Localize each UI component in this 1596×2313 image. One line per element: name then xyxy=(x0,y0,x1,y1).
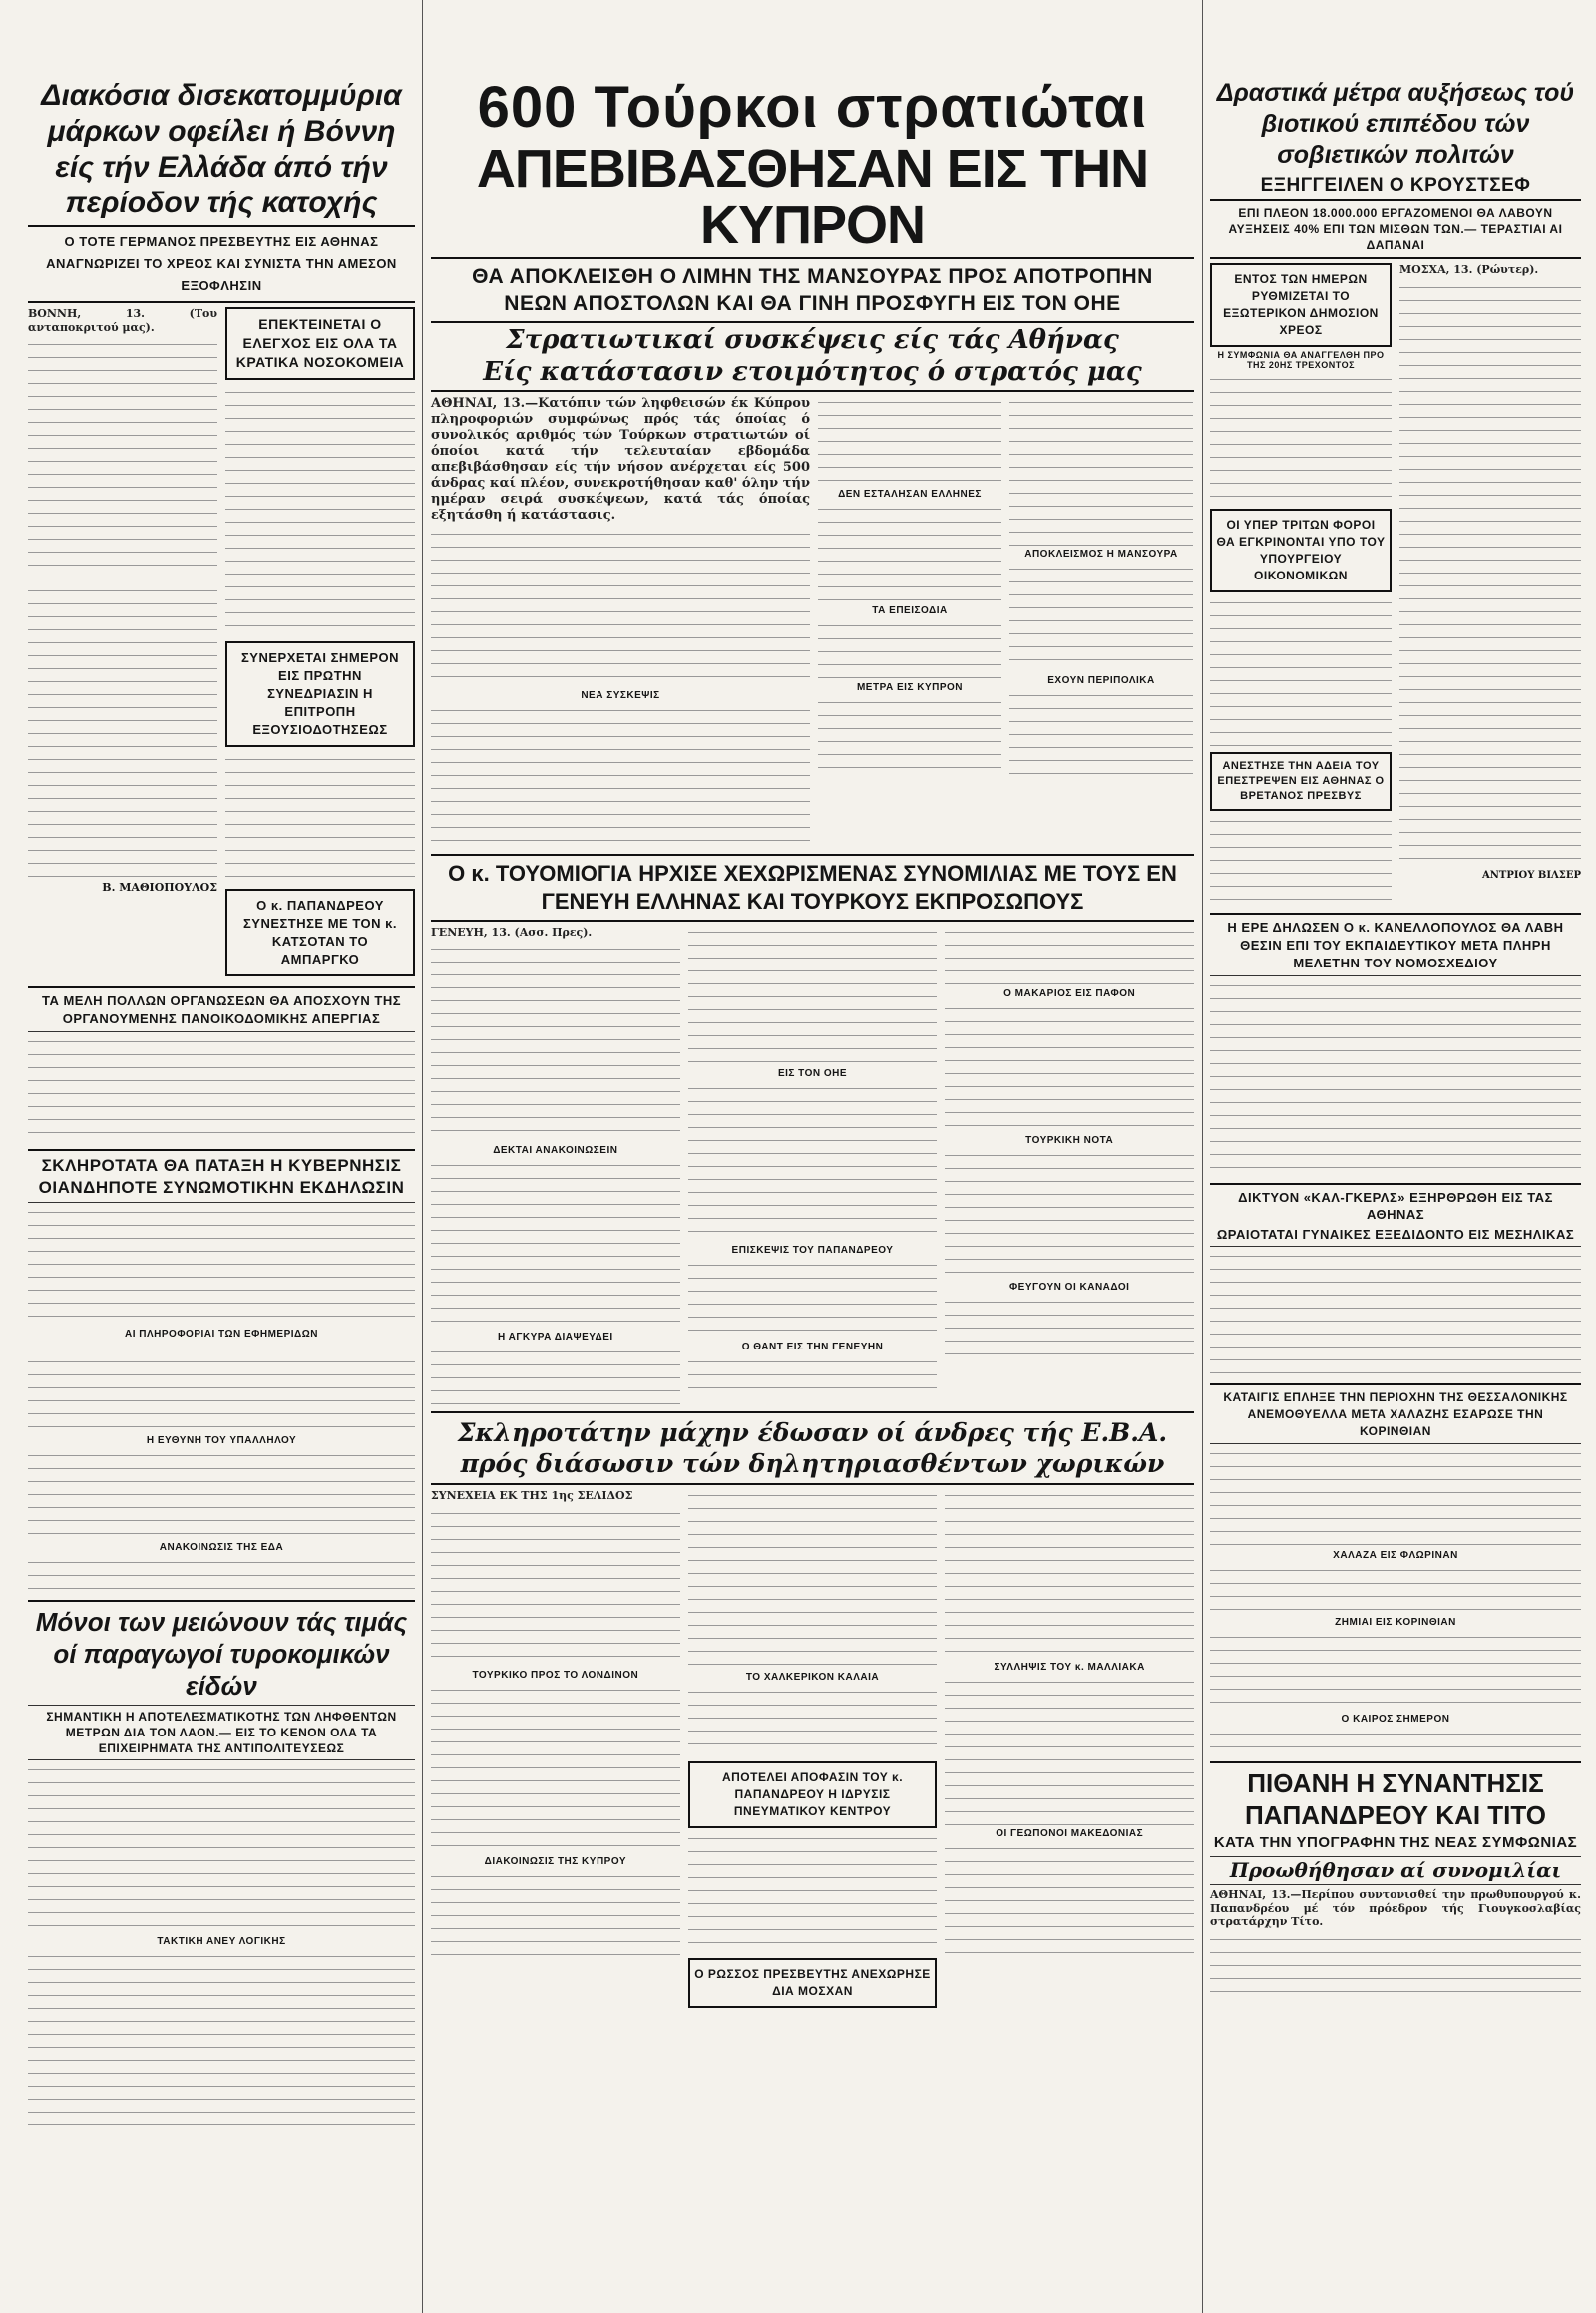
byline: Β. ΜΑΘΙΟΠΟΥΛΟΣ xyxy=(102,881,217,894)
headline-eva: Σκληροτάτην μάχην έδωσαν οί άνδρες τής Ε.Β.Α. πρός διάσωσιν τών δηλητηριασθέντων χωρικών xyxy=(457,1418,1168,1479)
article-text-block xyxy=(225,753,415,883)
headline-soviet: Δραστικά μέτρα αυξήσεως τού βιοτικού επιπέδου τών σοβιετικών πολιτών xyxy=(1216,79,1575,169)
minor-head: ΑΝΑΚΟΙΝΩΣΙΣ ΤΗΣ ΕΔΑ xyxy=(159,1542,284,1553)
article-text-block xyxy=(1210,979,1581,1179)
article-text-block xyxy=(28,1035,415,1145)
left-column xyxy=(28,0,415,2129)
article-text-block xyxy=(28,1950,415,2129)
minor-head: Ο ΚΑΙΡΟΣ ΣΗΜΕΡΟΝ xyxy=(1341,1714,1450,1725)
subhead-call-girls: ΩΡΑΙΟΤΑΤΑΙ ΓΥΝΑΙΚΕΣ ΕΞΕΔΙΔΟΝΤΟ ΕΙΣ ΜΕΣΗΛΙΚΑΣ xyxy=(1216,1227,1575,1242)
subhead-tito: ΚΑΤΑ ΤΗΝ ΥΠΟΓΡΑΦΗΝ ΤΗΣ ΝΕΑΣ ΣΥΜΦΩΝΙΑΣ xyxy=(1213,1834,1578,1851)
article-text-block xyxy=(1210,1728,1581,1757)
box-public-debt: ΕΝΤΟΣ ΤΩΝ ΗΜΕΡΩΝ ΡΥΘΜΙΖΕΤΑΙ ΤΟ ΕΞΩΤΕΡΙΚΟΝ ΔΗΜΟΣΙΟΝ ΧΡΕΟΣ xyxy=(1210,263,1392,347)
article-text-block xyxy=(688,1355,938,1395)
article-text-block xyxy=(1210,1933,1581,1993)
minor-head: Η ΑΓΚΥΡΑ ΔΙΑΨΕΥΔΕΙ xyxy=(498,1332,613,1344)
box-papandreou: Ο κ. ΠΑΠΑΝΔΡΕΟΥ ΣΥΝΕΣΤΗΣΕ ΜΕ ΤΟΝ κ. ΚΑΤΣΟΤΑΝ ΤΟ ΑΜΠΑΡΓΚΟ xyxy=(225,889,415,976)
byline: ΑΝΤΡΙΟΥ ΒΙΛΣΕΡ xyxy=(1482,869,1581,881)
minor-head: ΕΠΙΣΚΕΨΙΣ ΤΟΥ ΠΑΠΑΝΔΡΕΟΥ xyxy=(731,1244,894,1256)
deck-mansoura: ΘΑ ΑΠΟΚΛΕΙΣΘΗ Ο ΛΙΜΗΝ ΤΗΣ ΜΑΝΣΟΥΡΑΣ ΠΡΟΣ ΑΠΟΤΡΟΠΗΝ ΝΕΩΝ ΑΠΟΣΤΟΛΩΝ ΚΑΙ ΘΑ ΓΙΝΗ ΠΡΟΣΦΥΓΗ ΕΙΣ ΤΟΝ ΟΗΕ xyxy=(472,265,1153,316)
dateline-moscow: ΜΟΣΧΑ, 13. (Ρώυτερ). xyxy=(1399,263,1539,276)
article-text-block xyxy=(431,704,810,844)
article-text-block xyxy=(945,1489,1194,1659)
article-text-block xyxy=(431,943,680,1142)
article-text-block xyxy=(1399,281,1581,870)
minor-head: ΑΠΟΚΛΕΙΣΜΟΣ Η ΜΑΝΣΟΥΡΑ xyxy=(1024,548,1178,560)
right-column xyxy=(1210,0,1581,1993)
minor-head: Ο ΘΑΝΤ ΕΙΣ ΤΗΝ ΓΕΝΕΥΗΝ xyxy=(741,1341,884,1352)
minor-head: Η ΕΥΘΥΝΗ ΤΟΥ ΥΠΑΛΛΗΛΟΥ xyxy=(146,1435,297,1446)
article-text-block xyxy=(28,1763,415,1933)
headline-cheese: Μόνοι των μειώνουν τάς τιμάς οί παραγωγοί τυροκομικών είδών xyxy=(35,1607,408,1701)
article-text-block xyxy=(945,1296,1194,1365)
article-text-block xyxy=(28,1449,415,1539)
article-text-block xyxy=(945,1149,1194,1279)
minor-head: ΔΙΑΚΟΙΝΩΣΙΣ ΤΗΣ ΚΥΠΡΟΥ xyxy=(484,1855,627,1867)
box-hospitals: ΕΠΕΚΤΕΙΝΕΤΑΙ Ο ΕΛΕΓΧΟΣ ΕΙΣ ΟΛΑ ΤΑ ΚΡΑΤΙΚΑ ΝΟΣΟΚΟΜΕΙΑ xyxy=(225,307,415,380)
article-text-block xyxy=(688,1082,938,1242)
subhead-khrushchev: ΕΞΗΓΓΕΙΛΕΝ Ο ΚΡΟΥΣΤΣΕΦ xyxy=(1210,175,1581,201)
article-text-block xyxy=(28,1206,415,1326)
minor-head: ΤΟΥΡΚΙΚΗ ΝΟΤΑ xyxy=(1025,1134,1114,1146)
headline-main-1: 600 Τούρκοι στρατιώται xyxy=(477,75,1148,140)
box-cultural-center: ΑΠΟΤΕΛΕΙ ΑΠΟΦΑΣΙΝ ΤΟΥ κ. ΠΑΠΑΝΔΡΕΟΥ Η ΙΔΡΥΣΙΣ ΠΝΕΥΜΑΤΙΚΟΥ ΚΕΝΤΡΟΥ xyxy=(688,1761,938,1828)
dateline-tito: ΑΘΗΝΑΙ, 13.—Περίπου συντονισθεί την πρωθυπουργού κ. Παπανδρέου μέ τόν πρόεδρον τής Γιουγκοσλαβίας στρατάρχην Τίτο. xyxy=(1210,1888,1581,1928)
minor-head: ΧΑΛΑΖΑ ΕΙΣ ΦΛΩΡΙΝΑΝ xyxy=(1333,1550,1458,1561)
minor-head: ΤΑΚΤΙΚΗ ΑΝΕΥ ΛΟΓΙΚΗΣ xyxy=(157,1936,286,1947)
article-text-block xyxy=(818,503,1001,602)
article-text-block xyxy=(1210,596,1392,746)
article-text-block xyxy=(945,1842,1194,1962)
article-text-block xyxy=(1210,1564,1581,1614)
article-text-block xyxy=(818,619,1001,679)
article-text-block xyxy=(945,926,1194,985)
italic-head-1: Στρατιωτικαί συσκέψεις είς τάς Αθήνας xyxy=(506,325,1119,356)
italic-head-2: Είς κατάστασιν ετοιμότητος ό στρατός μας xyxy=(483,356,1142,387)
article-text-block xyxy=(688,1686,938,1755)
article-text-block xyxy=(688,1489,938,1669)
box-russian-ambassador: Ο ΡΩΣΣΟΣ ΠΡΕΣΒΕΥΤΗΣ ΑΝΕΧΩΡΗΣΕ ΔΙΑ ΜΟΣΧΑΝ xyxy=(688,1958,938,2008)
minor-head: ΕΙΣ ΤΟΝ ΟΗΕ xyxy=(777,1067,848,1079)
minor-head: ΤΑ ΕΠΕΙΣΟΔΙΑ xyxy=(872,604,948,616)
column-rule xyxy=(422,0,423,2313)
headline-call-girls: ΔΙΚΤΥΟΝ «ΚΑΛ-ΓΚΕΡΛΣ» ΕΞΗΡΘΡΩΘΗ ΕΙΣ ΤΑΣ ΑΘΗΝΑΣ xyxy=(1238,1190,1553,1222)
article-text-block xyxy=(225,386,415,635)
article-text-block xyxy=(688,926,938,1065)
headline-thant: Ο κ. ΤΟΥΟΜΙΟΓΙΑ ΗΡΧΙΣΕ ΧΕΧΩΡΙΣΜΕΝΑΣ ΣΥΝΟΜΙΛΙΑΣ ΜΕ ΤΟΥΣ ΕΝ ΓΕΝΕΥΗ ΕΛΛΗΝΑΣ ΚΑΙ ΤΟΥΡΚΟΥΣ ΕΚΠΡΟΣΩΠΟΥΣ xyxy=(448,860,1177,914)
article-text-block xyxy=(28,1343,415,1432)
dateline-geneva: ΓΕΝΕΥΗ, 13. (Ασσ. Πρες). xyxy=(431,925,593,939)
subhead-reparations: Ο ΤΟΤΕ ΓΕΡΜΑΝΟΣ ΠΡΕΣΒΕΥΤΗΣ ΕΙΣ ΑΘΗΝΑΣ ΑΝΑΓΝΩΡΙΖΕΙ ΤΟ ΧΡΕΟΣ ΚΑΙ ΣΥΝΙΣΤΑ ΤΗΝ ΑΜΕΣΟΝ ΕΞΟΦΛΗΣΙΝ xyxy=(46,234,397,293)
article-text-block xyxy=(818,696,1001,776)
article-text-block xyxy=(431,1870,680,1960)
article-text-block xyxy=(1210,1631,1581,1711)
box-taxes: ΟΙ ΥΠΕΡ ΤΡΙΤΩΝ ΦΟΡΟΙ ΘΑ ΕΓΚΡΙΝΟΝΤΑΙ ΥΠΟ ΤΟΥ ΥΠΟΥΡΓΕΙΟΥ ΟΙΚΟΝΟΜΙΚΩΝ xyxy=(1210,509,1392,592)
headline-reparations: Διακόσια δισεκατομμύρια μάρκων οφείλει ή Βόννη είς τήν Ελλάδα άπό τήν περίοδον τής κατοχής xyxy=(41,79,402,219)
article-text-block xyxy=(945,1676,1194,1825)
minor-head: Ο ΜΑΚΑΡΙΟΣ ΕΙΣ ΠΑΦΟΝ xyxy=(1003,987,1136,999)
article-text-block xyxy=(688,1259,938,1339)
minor-head: ΔΕΚΤΑΙ ΑΝΑΚΟΙΝΩΣΕΙΝ xyxy=(493,1145,618,1157)
headline-strike: ΤΑ ΜΕΛΗ ΠΟΛΛΩΝ ΟΡΓΑΝΩΣΕΩΝ ΘΑ ΑΠΟΣΧΟΥΝ ΤΗΣ ΟΡΓΑΝΟΥΜΕΝΗΣ ΠΑΝΟΙΚΟΔΟΜΙΚΗΣ ΑΠΕΡΓΙΑΣ xyxy=(41,993,402,1026)
article-text-block xyxy=(28,338,217,877)
minor-head: ΖΗΜΙΑΙ ΕΙΣ ΚΟΡΙΝΘΙΑΝ xyxy=(1335,1617,1456,1628)
box-committee: ΣΥΝΕΡΧΕΤΑΙ ΣΗΜΕΡΟΝ ΕΙΣ ΠΡΩΤΗΝ ΣΥΝΕΔΡΙΑΣΙΝ Η ΕΠΙΤΡΟΠΗ ΕΞΟΥΣΙΟΔΟΤΗΣΕΩΣ xyxy=(225,641,415,747)
headline-kanellopoulos: Η ΕΡΕ ΔΗΛΩΣΕΝ Ο κ. ΚΑΝΕΛΛΟΠΟΥΛΟΣ ΘΑ ΛΑΒΗ ΘΕΣΙΝ ΕΠΙ ΤΟΥ ΕΚΠΑΙΔΕΥΤΙΚΟΥ ΜΕΤΑ ΠΛΗΡΗ ΜΕΛΕΤΗΝ ΤΟΥ ΝΟΜΟΣΧΕΔΙΟΥ xyxy=(1227,920,1564,970)
minor-head: ΦΕΥΓΟΥΝ ΟΙ ΚΑΝΑΔΟΙ xyxy=(1008,1281,1130,1293)
center-column xyxy=(431,0,1194,2008)
headline-storm: ΚΑΤΑΙΓΙΣ ΕΠΛΗΞΕ ΤΗΝ ΠΕΡΙΟΧΗΝ ΤΗΣ ΘΕΣΣΑΛΟΝΙΚΗΣ ΑΝΕΜΟΘΥΕΛΛΑ ΜΕΤΑ ΧΑΛΑΖΗΣ ΕΣΑΡΩΣΕ ΤΗΝ ΚΟΡΙΝΘΙΑΝ xyxy=(1223,1390,1568,1438)
headline-main-2: ΑΠΕΒΙΒΑΣΘΗΣΑΝ ΕΙΣ ΤΗΝ ΚΥΠΡΟΝ xyxy=(476,138,1149,255)
column-rule xyxy=(1202,0,1203,2313)
article-text-block xyxy=(688,1832,938,1952)
article-text-block xyxy=(945,1002,1194,1132)
subhead-cheese: ΣΗΜΑΝΤΙΚΗ Η ΑΠΟΤΕΛΕΣΜΑΤΙΚΟΤΗΣ ΤΩΝ ΛΗΦΘΕΝΤΩΝ ΜΕΤΡΩΝ ΔΙΑ ΤΟΝ ΛΑΟΝ.— ΕΙΣ ΤΟ ΚΕΝΟΝ ΟΛΑ ΤΑ ΕΠΙΧΕΙΡΗΜΑΤΑ ΤΗΣ ΑΝΤΙΠΟΛΙΤΕΥΣΕΩΣ xyxy=(46,1710,397,1755)
article-text-block xyxy=(431,1159,680,1329)
italic-head-tito: Προωθήθησαν αί συνομιλίαι xyxy=(1229,1858,1562,1882)
minor-head: ΔΕΝ ΕΣΤΑΛΗΣΑΝ ΕΛΛΗΝΕΣ xyxy=(838,488,982,500)
article-text-block xyxy=(1210,1447,1581,1547)
article-text-block xyxy=(818,396,1001,486)
minor-head: ΜΕΤΡΑ ΕΙΣ ΚΥΠΡΟΝ xyxy=(856,681,964,693)
deck-soviet: ΕΠΙ ΠΛΕΟΝ 18.000.000 ΕΡΓΑΖΟΜΕΝΟΙ ΘΑ ΛΑΒΟΥΝ ΑΥΞΗΣΕΙΣ 40% ΕΠΙ ΤΩΝ ΜΙΣΘΩΝ ΤΩΝ.— ΤΕΡΑΣΤΙΑΙ ΑΙ ΔΑΠΑΝΑΙ xyxy=(1228,206,1563,252)
article-text-block xyxy=(431,1507,680,1667)
article-text-block xyxy=(1009,396,1193,546)
minor-head: ΟΙ ΓΕΩΠΟΝΟΙ ΜΑΚΕΔΟΝΙΑΣ xyxy=(996,1828,1144,1840)
article-text-block xyxy=(431,1346,680,1405)
minor-head: ΝΕΑ ΣΥΣΚΕΨΙΣ xyxy=(581,689,660,701)
dateline-eva: ΣΥΝΕΧΕΙΑ ΕΚ ΤΗΣ 1ης ΣΕΛΙΔΟΣ xyxy=(431,1489,633,1503)
box-public-debt-sub: Η ΣΥΜΦΩΝΙΑ ΘΑ ΑΝΑΓΓΕΛΘΗ ΠΡΟ ΤΗΣ 20ΗΣ ΤΡΕΧΟΝΤΟΣ xyxy=(1217,350,1385,370)
minor-head: ΕΧΟΥΝ ΠΕΡΙΠΟΛΙΚΑ xyxy=(1047,674,1155,686)
article-text-block xyxy=(1210,815,1392,905)
headline-conspiracy: ΣΚΛΗΡΟΤΑΤΑ ΘΑ ΠΑΤΑΞΗ Η ΚΥΒΕΡΝΗΣΙΣ ΟΙΑΝΔΗΠΟΤΕ ΣΥΝΩΜΟΤΙΚΗΝ ΕΚΔΗΛΩΣΙΝ xyxy=(38,1156,405,1197)
article-text-block xyxy=(1210,1250,1581,1379)
article-text-block xyxy=(1009,563,1193,672)
headline-tito: ΠΙΘΑΝΗ Η ΣΥΝΑΝΤΗΣΙΣ ΠΑΠΑΝΔΡΕΟΥ ΚΑΙ ΤΙΤΟ xyxy=(1244,1768,1547,1830)
article-text-block xyxy=(1210,373,1392,503)
article-text-block xyxy=(431,528,810,687)
article-text-block xyxy=(1009,689,1193,779)
box-british-ambassador: ΑΝΕΣΤΗΣΕ ΤΗΝ ΑΔΕΙΑ ΤΟΥ ΕΠΕΣΤΡΕΨΕΝ ΕΙΣ ΑΘΗΝΑΣ Ο ΒΡΕΤΑΝΟΣ ΠΡΕΣΒΥΣ xyxy=(1210,752,1392,811)
minor-head: ΤΟ ΧΑΛΚΕΡΙΚΟΝ ΚΑΛΑΙΑ xyxy=(745,1672,880,1684)
lead-paragraph: ΑΘΗΝΑΙ, 13.—Κατόπιν τών ληφθεισών έκ Κύπρου πληροφοριών συμφώνως πρός τάς όποίας ό συνολικός αριθμός τών Τούρκων στρατιωτών οί όποίοι κατά τήν τελευταίαν εβδομάδα απεβιβάσθησαν είς τήν νήσον ανέρχεται είς 500 άνδρας καί πλέον, συνεκροτήθησαν καθ' όλην τήν ημέραν σειρά συσκέψεων, κατά τάς όποίας εξητάσθη ή κατάστασις. xyxy=(431,395,810,523)
minor-head: ΑΙ ΠΛΗΡΟΦΟΡΙΑΙ ΤΩΝ ΕΦΗΜΕΡΙΔΩΝ xyxy=(125,1329,318,1340)
dateline-bonn: ΒΟΝΝΗ, 13. (Του ανταποκριτού μας). xyxy=(28,307,217,334)
minor-head: ΣΥΛΛΗΨΙΣ ΤΟΥ κ. ΜΑΛΛΙΑΚΑ xyxy=(994,1662,1145,1674)
article-text-block xyxy=(28,1556,415,1596)
minor-head: ΤΟΥΡΚΙΚΟ ΠΡΟΣ ΤΟ ΛΟΝΔΙΝΟΝ xyxy=(472,1669,639,1681)
article-text-block xyxy=(431,1684,680,1853)
